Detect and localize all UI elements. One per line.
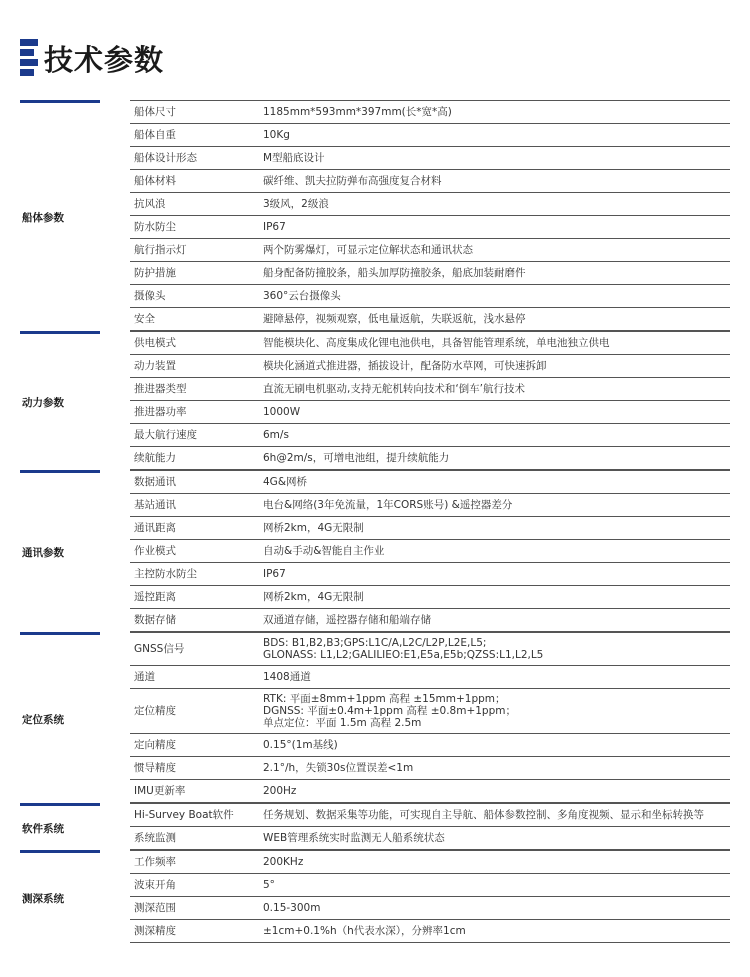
spec-key: 推进器类型 <box>134 383 187 395</box>
spec-row <box>130 517 730 540</box>
group-rows <box>130 632 730 803</box>
spec-value-line: M型船底设计 <box>263 152 325 164</box>
spec-value-line: IP67 <box>263 221 286 233</box>
spec-value-line: 2.1°/h，失锁30s位置误差<1m <box>263 762 414 774</box>
spec-key: IMU更新率 <box>134 785 186 797</box>
spec-key: 定位精度 <box>134 705 176 717</box>
spec-value-line: 智能模块化、高度集成化锂电池供电，具备智能管理系统，单电池独立供电 <box>263 337 610 349</box>
spec-row <box>130 216 730 239</box>
spec-value <box>263 471 730 493</box>
spec-row <box>130 101 730 124</box>
spec-table <box>20 100 730 943</box>
spec-row <box>130 874 730 897</box>
spec-row <box>130 285 730 308</box>
brand-bars-icon <box>20 39 38 77</box>
spec-value-line: 200Hz <box>263 785 297 797</box>
group-label: 通讯参数 <box>20 470 100 632</box>
group-rows <box>130 331 730 470</box>
group-label: 动力参数 <box>20 331 100 470</box>
spec-row <box>130 804 730 827</box>
spec-value <box>263 609 730 631</box>
spec-key: 通讯距离 <box>134 522 176 534</box>
spec-row <box>130 920 730 943</box>
spec-key: 防水防尘 <box>134 221 176 233</box>
spec-key: 防护措施 <box>134 267 176 279</box>
spec-key: 作业模式 <box>134 545 176 557</box>
spec-row <box>130 586 730 609</box>
spec-key: 数据存储 <box>134 614 176 626</box>
spec-value <box>263 124 730 146</box>
spec-value <box>263 734 730 756</box>
spec-row <box>130 734 730 757</box>
spec-value-line: 1185mm*593mm*397mm(长*宽*高) <box>263 106 452 118</box>
spec-key: 安全 <box>134 313 155 325</box>
spec-row <box>130 851 730 874</box>
spec-key: 船体材料 <box>134 175 176 187</box>
spec-row <box>130 897 730 920</box>
spec-value <box>263 804 730 826</box>
spec-value <box>263 308 730 330</box>
spec-key: Hi-Survey Boat软件 <box>134 809 234 821</box>
spec-value-line: 任务规划、数据采集等功能，可实现自主导航、船体参数控制、多角度视频、显示和坐标转换等 <box>263 809 704 821</box>
spec-group <box>20 632 730 803</box>
spec-key: 工作频率 <box>134 856 176 868</box>
group-rows <box>130 803 730 850</box>
spec-value-line: 避障悬停，视频观察，低电量返航，失联返航，浅水悬停 <box>263 313 526 325</box>
spec-value-line: 5° <box>263 879 275 891</box>
spec-key: 测深范围 <box>134 902 176 914</box>
spec-value <box>263 332 730 354</box>
spec-value-line: 1000W <box>263 406 301 418</box>
spec-value <box>263 920 730 942</box>
spec-row <box>130 689 730 734</box>
spec-row <box>130 262 730 285</box>
spec-value <box>263 262 730 284</box>
spec-value <box>263 586 730 608</box>
spec-value <box>263 216 730 238</box>
page-header <box>20 38 164 78</box>
spec-value <box>263 666 730 688</box>
spec-value <box>263 851 730 873</box>
spec-row <box>130 308 730 331</box>
spec-value-line: GLONASS: L1,L2;GALILIEO:E1,E5a,E5b;QZSS:L1,L2,L5 <box>263 649 544 661</box>
spec-value-line: 电台&网络(3年免流量，1年CORS账号) &遥控器差分 <box>263 499 513 511</box>
spec-key: 定向精度 <box>134 739 176 751</box>
spec-row <box>130 401 730 424</box>
spec-value-line: 6h@2m/s，可增电池组，提升续航能力 <box>263 452 450 464</box>
spec-value <box>263 827 730 849</box>
spec-value-line: 碳纤维、凯夫拉防弹布高强度复合材料 <box>263 175 442 187</box>
spec-value-line: 直流无刷电机驱动,支持无舵机转向技术和‘倒车’航行技术 <box>263 383 526 395</box>
spec-key: 系统监测 <box>134 832 176 844</box>
spec-key: 惯导精度 <box>134 762 176 774</box>
spec-row <box>130 447 730 470</box>
spec-value <box>263 239 730 261</box>
spec-value <box>263 897 730 919</box>
spec-key: 供电模式 <box>134 337 176 349</box>
page-title: 技术参数 <box>44 42 165 77</box>
spec-value <box>263 494 730 516</box>
spec-key: 通道 <box>134 671 155 683</box>
spec-value-line: 1408通道 <box>263 671 311 683</box>
spec-value <box>263 540 730 562</box>
spec-row <box>130 827 730 850</box>
spec-key: 摄像头 <box>134 290 166 302</box>
spec-key: 波束开角 <box>134 879 176 891</box>
spec-value <box>263 285 730 307</box>
spec-row <box>130 666 730 689</box>
group-label: 船体参数 <box>20 100 100 331</box>
spec-value-line: 模块化涵道式推进器，插拔设计，配备防水草网，可快速拆卸 <box>263 360 547 372</box>
spec-value <box>263 563 730 585</box>
spec-value-line: ±1cm+0.1%h（h代表水深），分辨率1cm <box>263 925 466 937</box>
spec-key: 测深精度 <box>134 925 176 937</box>
spec-value <box>263 689 730 733</box>
spec-key: 船体设计形态 <box>134 152 197 164</box>
spec-row <box>130 170 730 193</box>
spec-value <box>263 378 730 400</box>
spec-value-line: 自动&手动&智能自主作业 <box>263 545 385 557</box>
spec-row <box>130 378 730 401</box>
spec-value-line: DGNSS: 平面±0.4m+1ppm 高程 ±0.8m+1ppm； <box>263 705 516 717</box>
spec-row <box>130 633 730 666</box>
spec-group <box>20 470 730 632</box>
spec-value <box>263 757 730 779</box>
spec-row <box>130 332 730 355</box>
spec-row <box>130 193 730 216</box>
spec-key: 主控防水防尘 <box>134 568 197 580</box>
group-rows <box>130 100 730 331</box>
spec-value <box>263 147 730 169</box>
spec-value-line: 360°云台摄像头 <box>263 290 341 302</box>
spec-value <box>263 874 730 896</box>
spec-row <box>130 780 730 803</box>
spec-value <box>263 101 730 123</box>
spec-key: 续航能力 <box>134 452 176 464</box>
spec-row <box>130 757 730 780</box>
spec-value <box>263 517 730 539</box>
spec-row <box>130 563 730 586</box>
group-rows <box>130 470 730 632</box>
spec-value-line: 船身配备防撞胶条，船头加厚防撞胶条，船底加装耐磨件 <box>263 267 526 279</box>
spec-value-line: 双通道存储，遥控器存储和船端存储 <box>263 614 431 626</box>
spec-value-line: 两个防雾爆灯，可显示定位解状态和通讯状态 <box>263 244 473 256</box>
group-label: 定位系统 <box>20 632 100 803</box>
spec-value <box>263 401 730 423</box>
spec-row <box>130 355 730 378</box>
spec-key: 最大航行速度 <box>134 429 197 441</box>
spec-value-line: 200KHz <box>263 856 304 868</box>
spec-value-line: BDS: B1,B2,B3;GPS:L1C/A,L2C/L2P,L2E,L5; <box>263 637 487 649</box>
spec-key: 抗风浪 <box>134 198 166 210</box>
spec-value-line: 网桥2km，4G无限制 <box>263 522 364 534</box>
spec-group <box>20 331 730 470</box>
spec-value-line: 单点定位：平面 1.5m 高程 2.5m <box>263 717 422 729</box>
spec-value-line: 6m/s <box>263 429 289 441</box>
spec-value <box>263 780 730 802</box>
spec-row <box>130 147 730 170</box>
spec-key: 遥控距离 <box>134 591 176 603</box>
group-label: 测深系统 <box>20 850 100 943</box>
spec-value-line: 4G&网桥 <box>263 476 308 488</box>
spec-value-line: 3级风，2级浪 <box>263 198 329 210</box>
spec-key: 船体尺寸 <box>134 106 176 118</box>
spec-value <box>263 447 730 469</box>
spec-value-line: 0.15-300m <box>263 902 321 914</box>
spec-value-line: WEB管理系统实时监测无人船系统状态 <box>263 832 445 844</box>
spec-key: 船体自重 <box>134 129 176 141</box>
group-rows <box>130 850 730 943</box>
group-label: 软件系统 <box>20 803 100 850</box>
spec-value <box>263 193 730 215</box>
spec-row <box>130 424 730 447</box>
spec-row <box>130 494 730 517</box>
spec-value-line: IP67 <box>263 568 286 580</box>
spec-row <box>130 540 730 563</box>
spec-row <box>130 124 730 147</box>
spec-key: 航行指示灯 <box>134 244 187 256</box>
spec-key: 推进器功率 <box>134 406 187 418</box>
spec-value-line: 10Kg <box>263 129 290 141</box>
spec-row <box>130 609 730 632</box>
spec-value <box>263 170 730 192</box>
spec-value-line: 0.15°(1m基线) <box>263 739 338 751</box>
spec-key: 动力装置 <box>134 360 176 372</box>
spec-value-line: RTK: 平面±8mm+1ppm 高程 ±15mm+1ppm； <box>263 693 506 705</box>
spec-value <box>263 633 730 665</box>
spec-group <box>20 803 730 850</box>
spec-value-line: 网桥2km，4G无限制 <box>263 591 364 603</box>
spec-group <box>20 100 730 331</box>
spec-key: 数据通讯 <box>134 476 176 488</box>
spec-key: 基站通讯 <box>134 499 176 511</box>
spec-row <box>130 471 730 494</box>
spec-value <box>263 424 730 446</box>
spec-value <box>263 355 730 377</box>
spec-key: GNSS信号 <box>134 643 185 655</box>
spec-group <box>20 850 730 943</box>
spec-row <box>130 239 730 262</box>
